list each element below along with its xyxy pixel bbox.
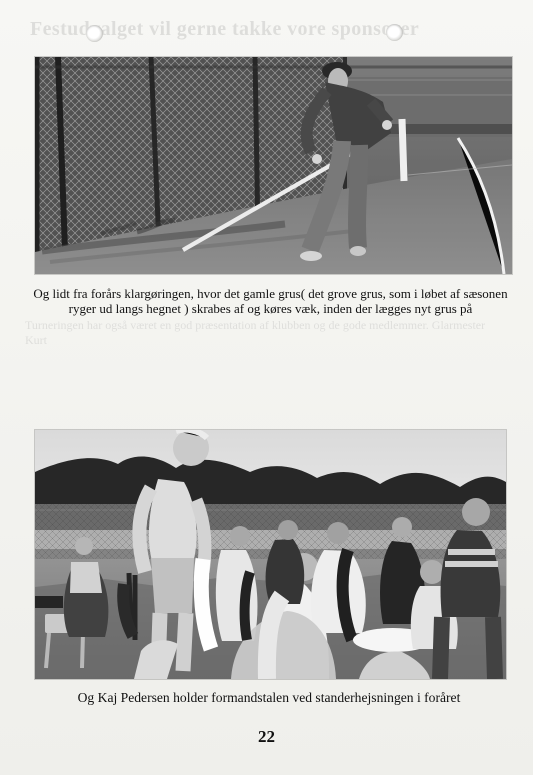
caption-bottom: Og Kaj Pedersen holder formandstalen ved standerhejsningen i foråret (77, 690, 461, 705)
punch-hole-left (86, 25, 103, 42)
page-number: 22 (258, 727, 275, 746)
bleed-through-heading: Festudvalget vil gerne takke vore sponsorer (30, 18, 420, 40)
flag-raising-image (35, 430, 506, 679)
court-raking-image (35, 57, 512, 274)
photo-court-raking (35, 57, 512, 274)
photo-flag-raising (35, 430, 506, 679)
bleed-through-text: Turneringen har også været en god præsentation af klubben og de gode medlemmer. Glarmester Kurt (25, 318, 486, 347)
punch-hole-right (386, 24, 403, 41)
caption-top: Og lidt fra forårs klargøringen, hvor det gamle grus( det grove grus, som i løbet af sæsonen ryger ud langs hegnet ) skrabes af og køres væk, inden der lægges nyt grus på (33, 286, 508, 316)
